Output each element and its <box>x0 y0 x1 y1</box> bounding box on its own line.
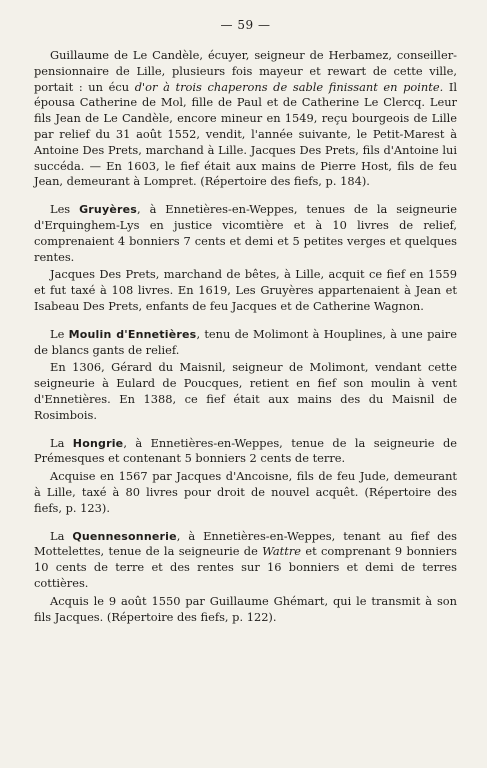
section-quennesonnerie <box>34 529 457 626</box>
section-petit-marest <box>34 48 457 190</box>
paragraph: En 1306, Gérard du Maisnil, seigneur de Molimont, vendant cette seigneurie à Eulard de Poucques, retient en fief son moulin à vent d'Ennetières. En 1388, ce fief était aux mains des du Maisnil de Rosimbois. <box>34 360 457 422</box>
page-number: — 59 — <box>220 18 271 32</box>
fief-heading: Quennesonnerie <box>72 529 177 543</box>
paragraph: Les Gruyères, à Ennetières-en-Weppes, tenues de la seigneurie d'Erquinghem-Lys en justice vicomtière et à 10 livres de relief, comprenaient 4 bonniers 7 cents et demi et 5 petites verges et quelques rentes. <box>34 202 457 264</box>
paragraph: Jacques Des Prets, marchand de bêtes, à Lille, acquit ce fief en 1559 et fut taxé à 108 livres. En 1619, Les Gruyères appartenaient à Jean et Isabeau Des Prets, enfants de feu Jacques et de Catherine Wagnon. <box>34 267 457 313</box>
place-italic: Wattre <box>262 544 302 559</box>
section-hongrie <box>34 436 457 517</box>
section-gruyeres <box>34 202 457 315</box>
blazon-italic: d'or à trois chaperons de sable finissant en pointe. <box>134 79 444 94</box>
paragraph: La Quennesonnerie, à Ennetières-en-Weppes, tenant au fief des Mottelettes, tenue de la seigneurie de Wattre et comprenant 9 bonniers 10 cents de terre et des rentes sur 16 bonniers et demi de terres cottières. <box>34 528 457 590</box>
paragraph: Acquise en 1567 par Jacques d'Ancoisne, fils de feu Jude, demeurant à Lille, taxé à 80 livres pour droit de nouvel acquêt. (Répertoire des fiefs, p. 123). <box>34 469 457 515</box>
fief-heading: Hongrie <box>72 436 124 450</box>
fief-heading: Gruyères <box>79 203 138 217</box>
paragraph: Le Moulin d'Ennetières, tenu de Molimont à Houplines, à une paire de blancs gants de relief. <box>34 326 457 357</box>
paragraph: La Hongrie, à Ennetières-en-Weppes, tenue de la seigneurie de Prémesques et contenant 5 bonniers 2 cents de terre. <box>34 435 457 466</box>
fief-heading: Moulin d'Ennetières <box>68 327 197 341</box>
paragraph: Guillaume de Le Candèle, écuyer, seigneur de Herbamez, conseiller-pensionnaire de Lille, plusieurs fois mayeur et rewart de cette ville, portait : un écu d'or à trois chaperons de sable finissant en pointe. Il épousa Catherine de Mol, fille de Paul et de Catherine Le Clercq. Leur fils Jean de Le Candèle, encore mineur en 1549, reçu bourgeois de Lille par relief du 31 août 1552, vendit, l'année suivante, le Petit-Marest à Antoine Des Prets, marchand à Lille. Jacques Des Prets, fils d'Antoine lui succéda. — En 1603, le fief était aux mains de Pierre Host, fils de feu Jean, demeurant à Lompret. (Répertoire des fiefs, p. 184). <box>34 48 458 189</box>
paragraph: Acquis le 9 août 1550 par Guillaume Ghémart, qui le transmit à son fils Jacques. (Répertoire des fiefs, p. 122). <box>34 593 457 624</box>
section-moulin <box>34 327 457 424</box>
